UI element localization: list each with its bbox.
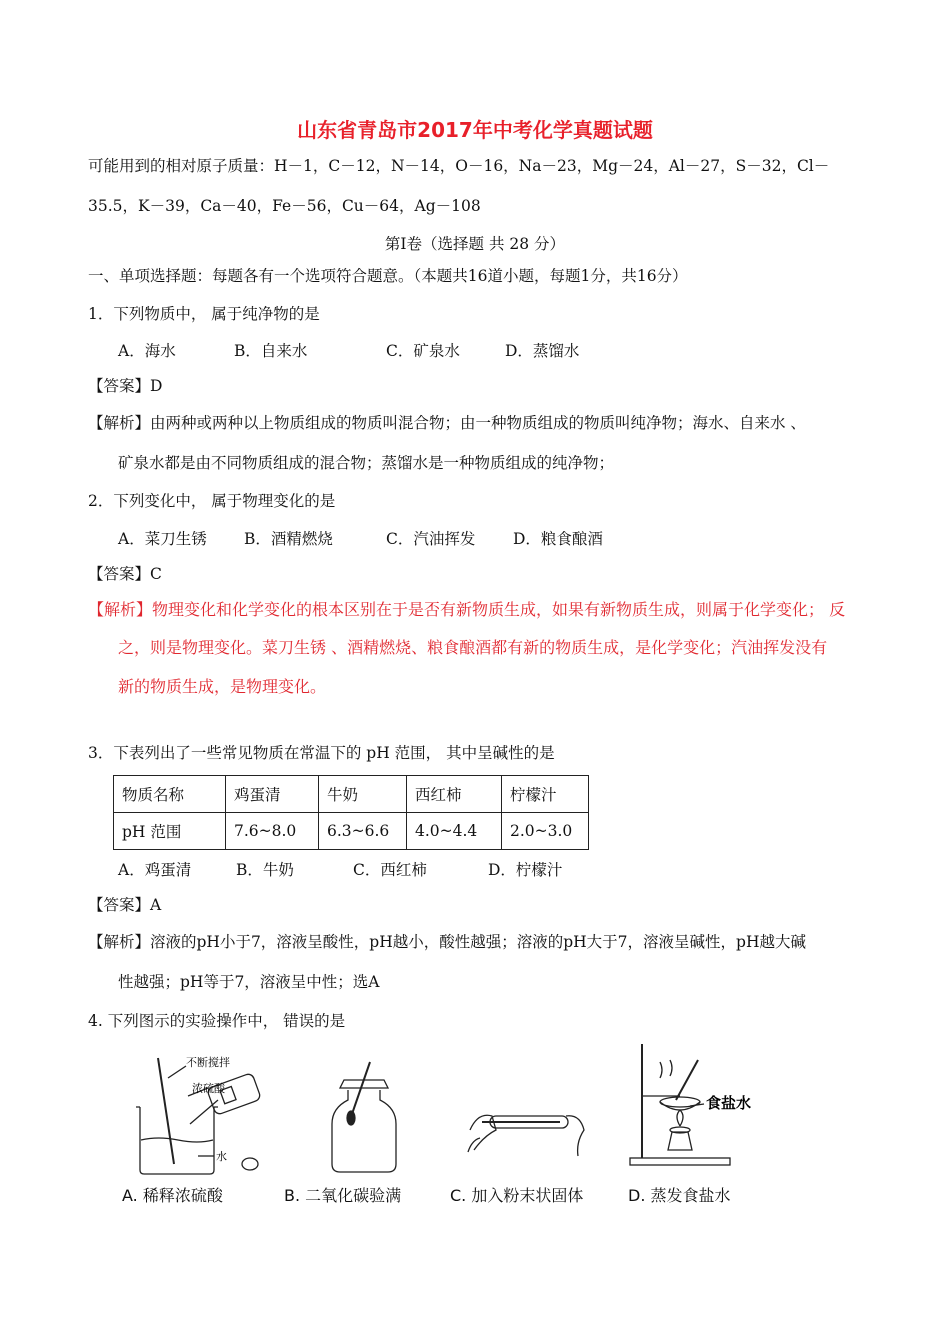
figure-c-adding-powder (462, 1090, 592, 1170)
table-cell: 西红柿 (407, 776, 502, 813)
q2-analysis-line-1: 【解析】物理变化和化学变化的根本区别在于是否有新物质生成，如果有新物质生成，则属于化学变化； 反 (88, 600, 846, 619)
figure-d-evaporating (620, 1040, 780, 1170)
table-cell: 柠檬汁 (502, 776, 589, 813)
fig-a-note-acid: 浓硫酸 (192, 1082, 225, 1095)
q2-option-d: D．粮食酿酒 (513, 530, 603, 548)
table-cell: 物质名称 (114, 776, 226, 813)
page-title: 山东省青岛市2017年中考化学真题试题 (297, 118, 653, 142)
q3-analysis-line-2: 性越强；pH等于7，溶液呈中性；选A (118, 973, 380, 991)
section-title: 第Ⅰ卷（选择题 共 28 分） (384, 235, 566, 253)
table-cell: 2.0~3.0 (502, 813, 589, 850)
table-cell: 鸡蛋清 (226, 776, 319, 813)
q2-option-c: C．汽油挥发 (386, 530, 476, 548)
table-cell: pH 范围 (114, 813, 226, 850)
q3-option-a: A．鸡蛋清 (118, 861, 192, 879)
fig-a-note-water: 水 (216, 1150, 227, 1163)
q3-option-d: D．柠檬汁 (488, 861, 563, 879)
q1-option-b: B．自来水 (234, 342, 308, 360)
table-row (114, 776, 589, 813)
atomic-masses-line-2: 35.5，K－39，Ca－40，Fe－56，Cu－64，Ag－108 (88, 197, 481, 215)
q3-option-b: B．牛奶 (236, 861, 294, 879)
table-row (114, 813, 589, 850)
q1-answer: 【答案】D (88, 377, 163, 395)
q2-analysis-line-3: 新的物质生成，是物理变化。 (118, 677, 327, 696)
q2-analysis-line-2: 之，则是物理变化。菜刀生锈 、酒精燃烧、粮食酿酒都有新的物质生成，是化学变化；汽油挥发没有 (118, 638, 828, 657)
table-cell: 牛奶 (319, 776, 407, 813)
q1-option-a: A．海水 (118, 342, 176, 360)
figure-a-diluting-acid (118, 1052, 278, 1177)
fig-a-note-stir: 不断搅拌 (186, 1056, 230, 1069)
q3-stem: 3．下表列出了一些常见物质在常温下的 pH 范围， 其中呈碱性的是 (88, 744, 555, 762)
figure-d-label: D. 蒸发食盐水 (628, 1186, 731, 1205)
table-cell: 7.6~8.0 (226, 813, 319, 850)
q3-analysis-line-1: 【解析】溶液的pH小于7，溶液呈酸性，pH越小，酸性越强；溶液的pH大于7，溶液呈碱性，pH越大碱 (88, 933, 806, 951)
ph-table (113, 775, 589, 850)
q1-option-c: C．矿泉水 (386, 342, 460, 360)
q2-answer: 【答案】C (88, 565, 162, 583)
atomic-masses-line-1: 可能用到的相对原子质量：H－1，C－12，N－14，O－16，Na－23，Mg－24，Al－27，S－32，Cl－ (88, 157, 830, 175)
q1-analysis-line-1: 【解析】由两种或两种以上物质组成的物质叫混合物；由一种物质组成的物质叫纯净物；海水、自来水 、 (88, 414, 806, 432)
q2-stem: 2．下列变化中， 属于物理变化的是 (88, 492, 336, 510)
q1-analysis-line-2: 矿泉水都是由不同物质组成的混合物；蒸馏水是一种物质组成的纯净物； (118, 454, 615, 472)
q2-option-a: A．菜刀生锈 (118, 530, 207, 548)
figure-c-label: C. 加入粉末状固体 (450, 1186, 584, 1205)
q1-stem: 1．下列物质中， 属于纯净物的是 (88, 305, 320, 323)
table-cell: 4.0~4.4 (407, 813, 502, 850)
q4-stem: 4. 下列图示的实验操作中， 错误的是 (88, 1012, 346, 1030)
q1-option-d: D．蒸馏水 (505, 342, 580, 360)
figure-a-label: A. 稀释浓硫酸 (122, 1186, 223, 1205)
part-heading: 一、单项选择题：每题各有一个选项符合题意。（本题共16道小题，每题1分，共16分） (88, 267, 688, 285)
q2-option-b: B．酒精燃烧 (244, 530, 333, 548)
q3-option-c: C．西红柿 (353, 861, 427, 879)
table-cell: 6.3~6.6 (319, 813, 407, 850)
figure-b-co2-test (318, 1052, 408, 1177)
q3-answer: 【答案】A (88, 896, 162, 914)
figure-b-label: B. 二氧化碳验满 (284, 1186, 402, 1205)
fig-d-note-saltwater: 食盐水 (706, 1094, 752, 1112)
